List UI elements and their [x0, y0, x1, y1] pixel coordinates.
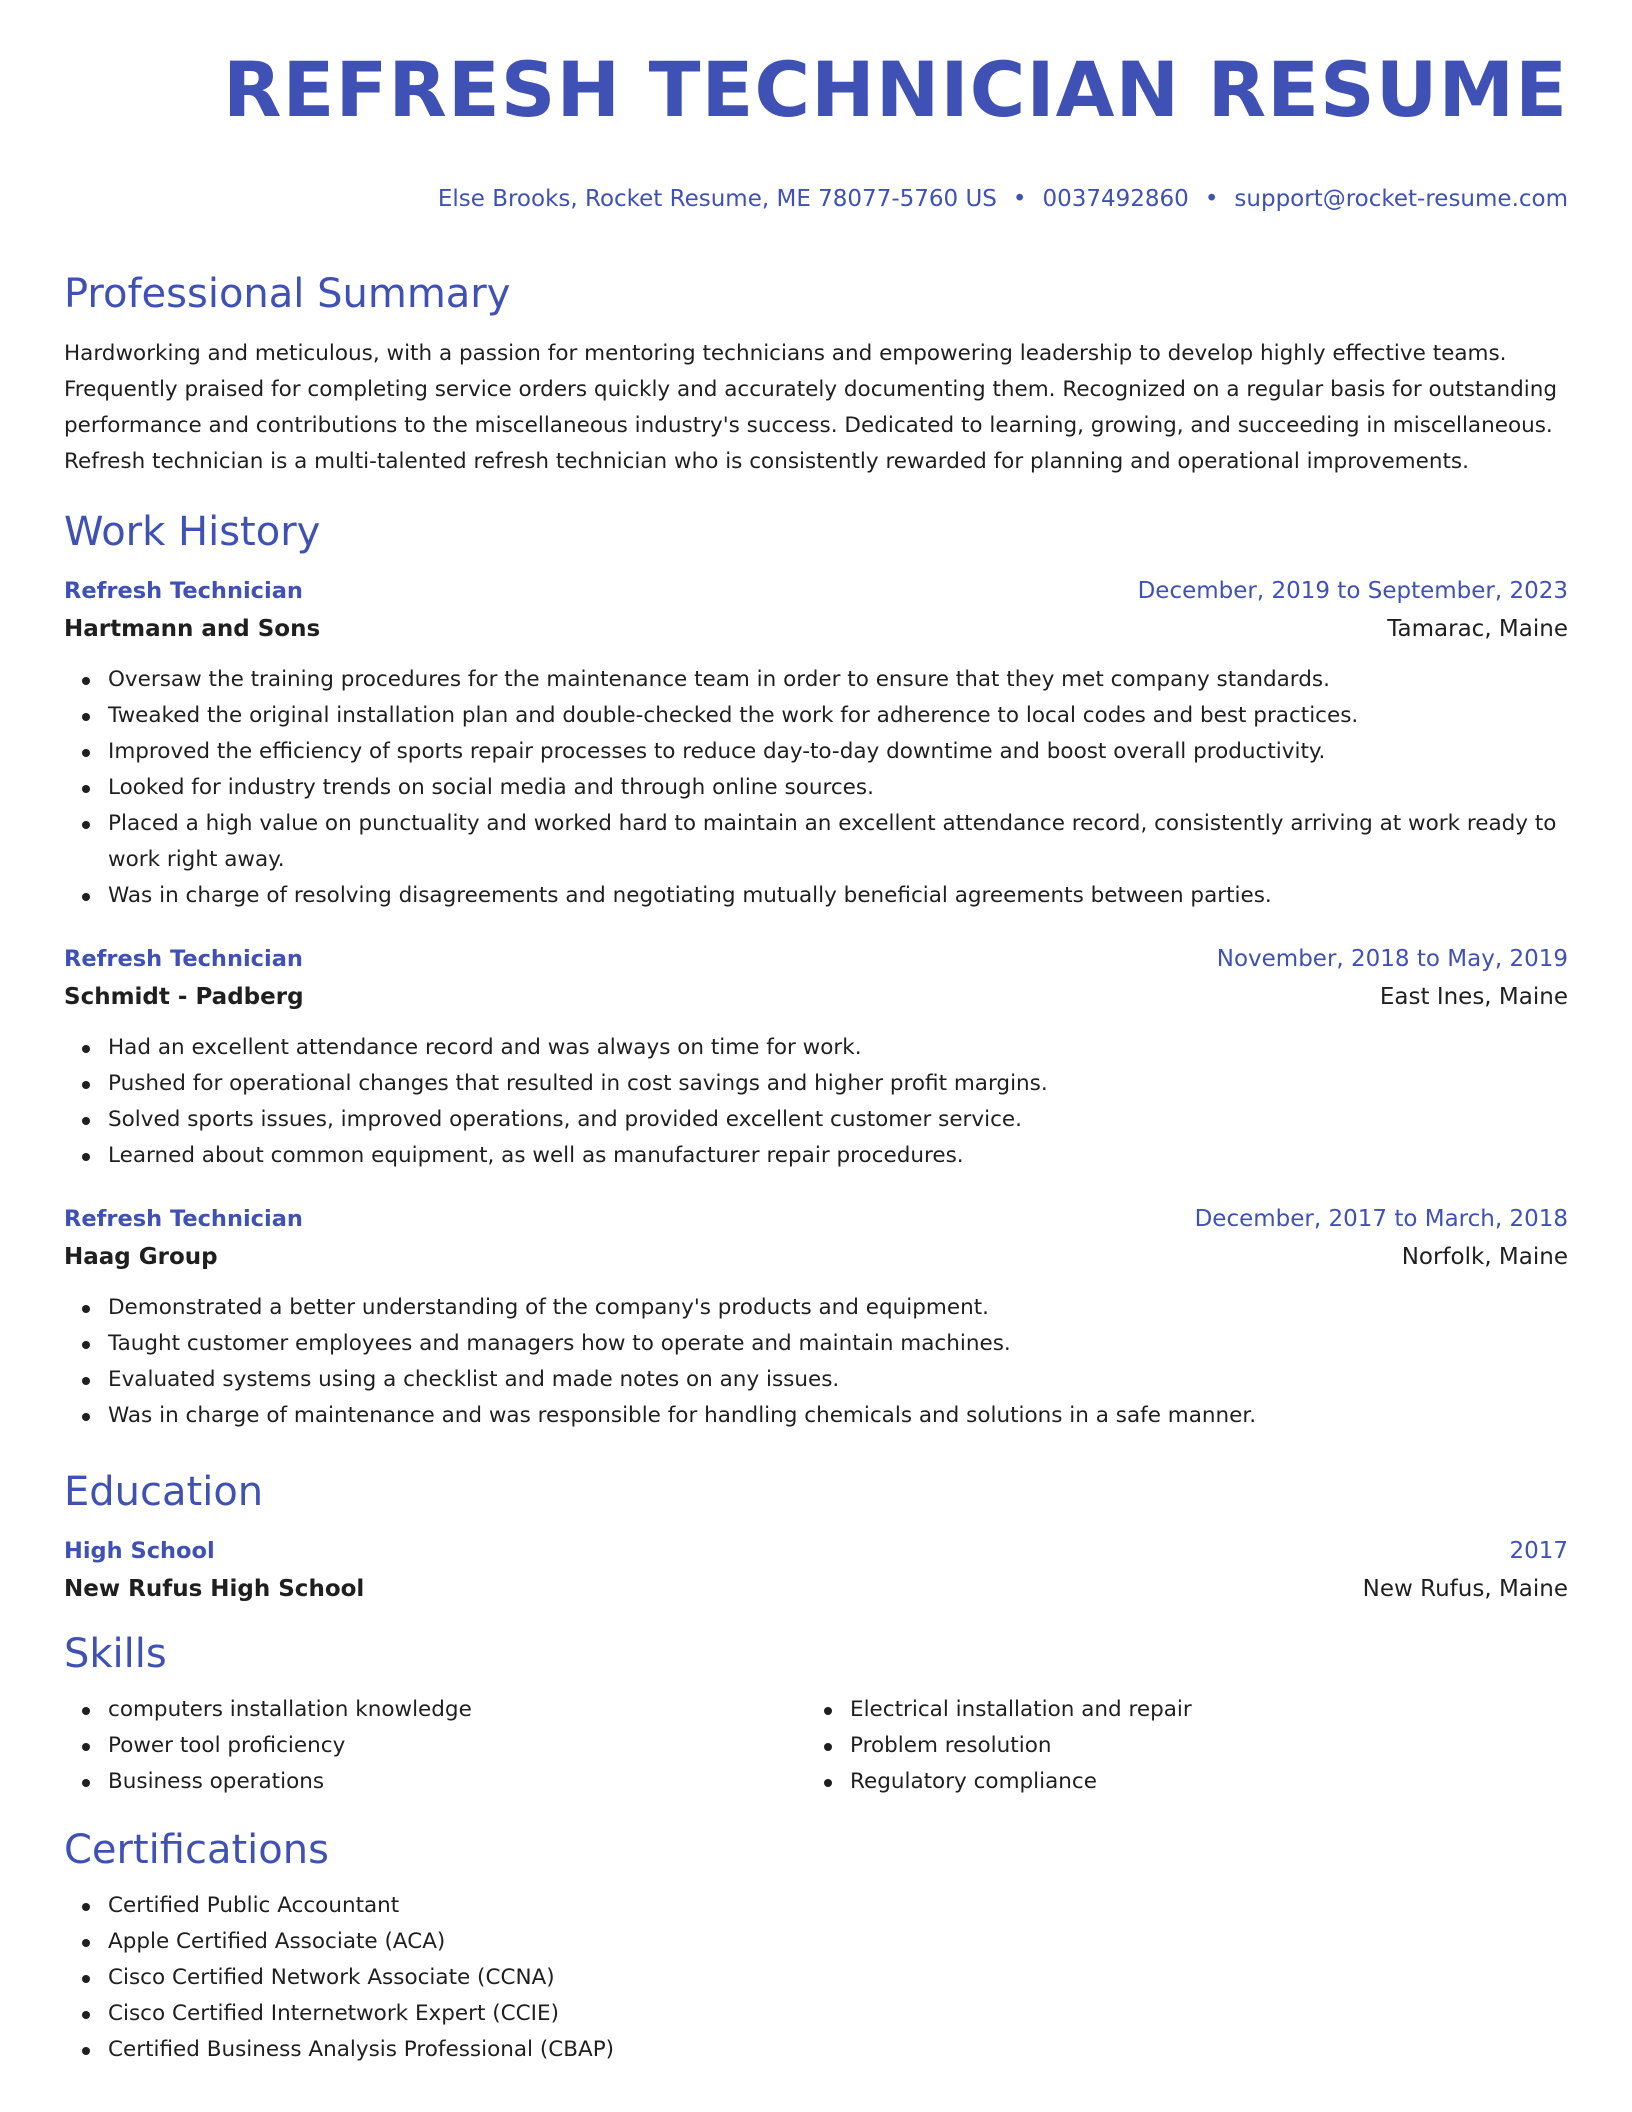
resume-title: REFRESH TECHNICIAN RESUME: [223, 45, 1568, 134]
skill-item: Problem resolution: [850, 1728, 1192, 1764]
job-location: Norfolk, Maine: [1401, 1244, 1568, 1270]
contact-phone: 0037492860: [1042, 186, 1189, 212]
job-bullets: [64, 1030, 1568, 1174]
job-entry: [64, 1200, 1568, 1434]
job-company: Hartmann and Sons: [64, 616, 321, 642]
education-degree: High School: [64, 1538, 215, 1564]
job-dates: December, 2017 to March, 2018: [1194, 1206, 1568, 1232]
certification-item: Apple Certified Associate (ACA): [108, 1924, 1568, 1960]
certifications-heading: Certifications: [64, 1827, 329, 1873]
list-item: Placed a high value on punctuality and worked hard to maintain an excellent attendance record, consistently arriving at work ready to work right away.: [108, 806, 1568, 878]
list-item: Learned about common equipment, as well as manufacturer repair procedures.: [108, 1138, 1568, 1174]
job-dates: December, 2019 to September, 2023: [1137, 578, 1568, 604]
certifications-list: [64, 1888, 1568, 2068]
list-item: Taught customer employees and managers how to operate and maintain machines.: [108, 1326, 1568, 1362]
contact-line: [64, 186, 1568, 226]
contact-address: Else Brooks, Rocket Resume, ME 78077-5760 US: [437, 186, 997, 212]
summary-text: Hardworking and meticulous, with a passion for mentoring technicians and empowering leadership to develop highly effective teams. Frequently praised for completing service orders quickly and accurately documenting them. Recognized on a regular basis for outstanding performance and contributions to the miscellaneous industry's success. Dedicated to learning, growing, and succeeding in miscellaneous. Refresh technician is a multi-talented refresh technician who is consistently rewarded for planning and operational improvements.: [64, 341, 1558, 474]
contact-email: support@rocket-resume.com: [1234, 186, 1568, 212]
list-item: Oversaw the training procedures for the maintenance team in order to ensure that they met company standards.: [108, 662, 1568, 698]
job-dates: November, 2018 to May, 2019: [1216, 946, 1568, 972]
list-item: Evaluated systems using a checklist and made notes on any issues.: [108, 1362, 1568, 1398]
skill-item: computers installation knowledge: [108, 1692, 806, 1728]
job-role: Refresh Technician: [64, 946, 303, 972]
skills-list-right: [806, 1692, 1192, 1800]
skill-item: Business operations: [108, 1764, 806, 1800]
skills-heading: Skills: [64, 1631, 167, 1677]
certification-item: Cisco Certified Internetwork Expert (CCIE): [108, 1996, 1568, 2032]
job-entry: [64, 940, 1568, 1174]
list-item: Was in charge of maintenance and was responsible for handling chemicals and solutions in a safe manner.: [108, 1398, 1568, 1434]
education-location: New Rufus, Maine: [1362, 1576, 1568, 1602]
certification-item: Certified Public Accountant: [108, 1888, 1568, 1924]
skill-item: Power tool proficiency: [108, 1728, 806, 1764]
list-item: Solved sports issues, improved operations, and provided excellent customer service.: [108, 1102, 1568, 1138]
education-year: 2017: [1509, 1538, 1568, 1564]
certification-item: Certified Business Analysis Professional (CBAP): [108, 2032, 1568, 2068]
job-company: Schmidt - Padberg: [64, 984, 304, 1010]
education-heading: Education: [64, 1469, 264, 1515]
certification-item: Cisco Certified Network Associate (CCNA): [108, 1960, 1568, 1996]
list-item: Pushed for operational changes that resulted in cost savings and higher profit margins.: [108, 1066, 1568, 1102]
contact-separator: •: [1012, 186, 1027, 212]
job-role: Refresh Technician: [64, 1206, 303, 1232]
job-entry: [64, 572, 1568, 914]
summary-heading: Professional Summary: [64, 271, 511, 317]
work-history-heading: Work History: [64, 509, 321, 555]
skills-list-left: [64, 1692, 806, 1800]
list-item: Looked for industry trends on social media and through online sources.: [108, 770, 1568, 806]
list-item: Demonstrated a better understanding of the company's products and equipment.: [108, 1290, 1568, 1326]
job-bullets: [64, 662, 1568, 914]
skill-item: Regulatory compliance: [850, 1764, 1192, 1800]
list-item: Was in charge of resolving disagreements and negotiating mutually beneficial agreements between parties.: [108, 878, 1568, 914]
job-role: Refresh Technician: [64, 578, 303, 604]
job-location: Tamarac, Maine: [1387, 616, 1568, 642]
job-bullets: [64, 1290, 1568, 1434]
education-entry: [64, 1532, 1568, 1608]
list-item: Tweaked the original installation plan and double-checked the work for adherence to local codes and best practices.: [108, 698, 1568, 734]
skills-grid: [64, 1692, 1568, 1800]
job-location: East Ines, Maine: [1379, 984, 1568, 1010]
job-company: Haag Group: [64, 1244, 218, 1270]
contact-separator: •: [1204, 186, 1219, 212]
skill-item: Electrical installation and repair: [850, 1692, 1192, 1728]
list-item: Improved the efficiency of sports repair processes to reduce day-to-day downtime and boost overall productivity.: [108, 734, 1568, 770]
education-school: New Rufus High School: [64, 1576, 365, 1602]
list-item: Had an excellent attendance record and was always on time for work.: [108, 1030, 1568, 1066]
